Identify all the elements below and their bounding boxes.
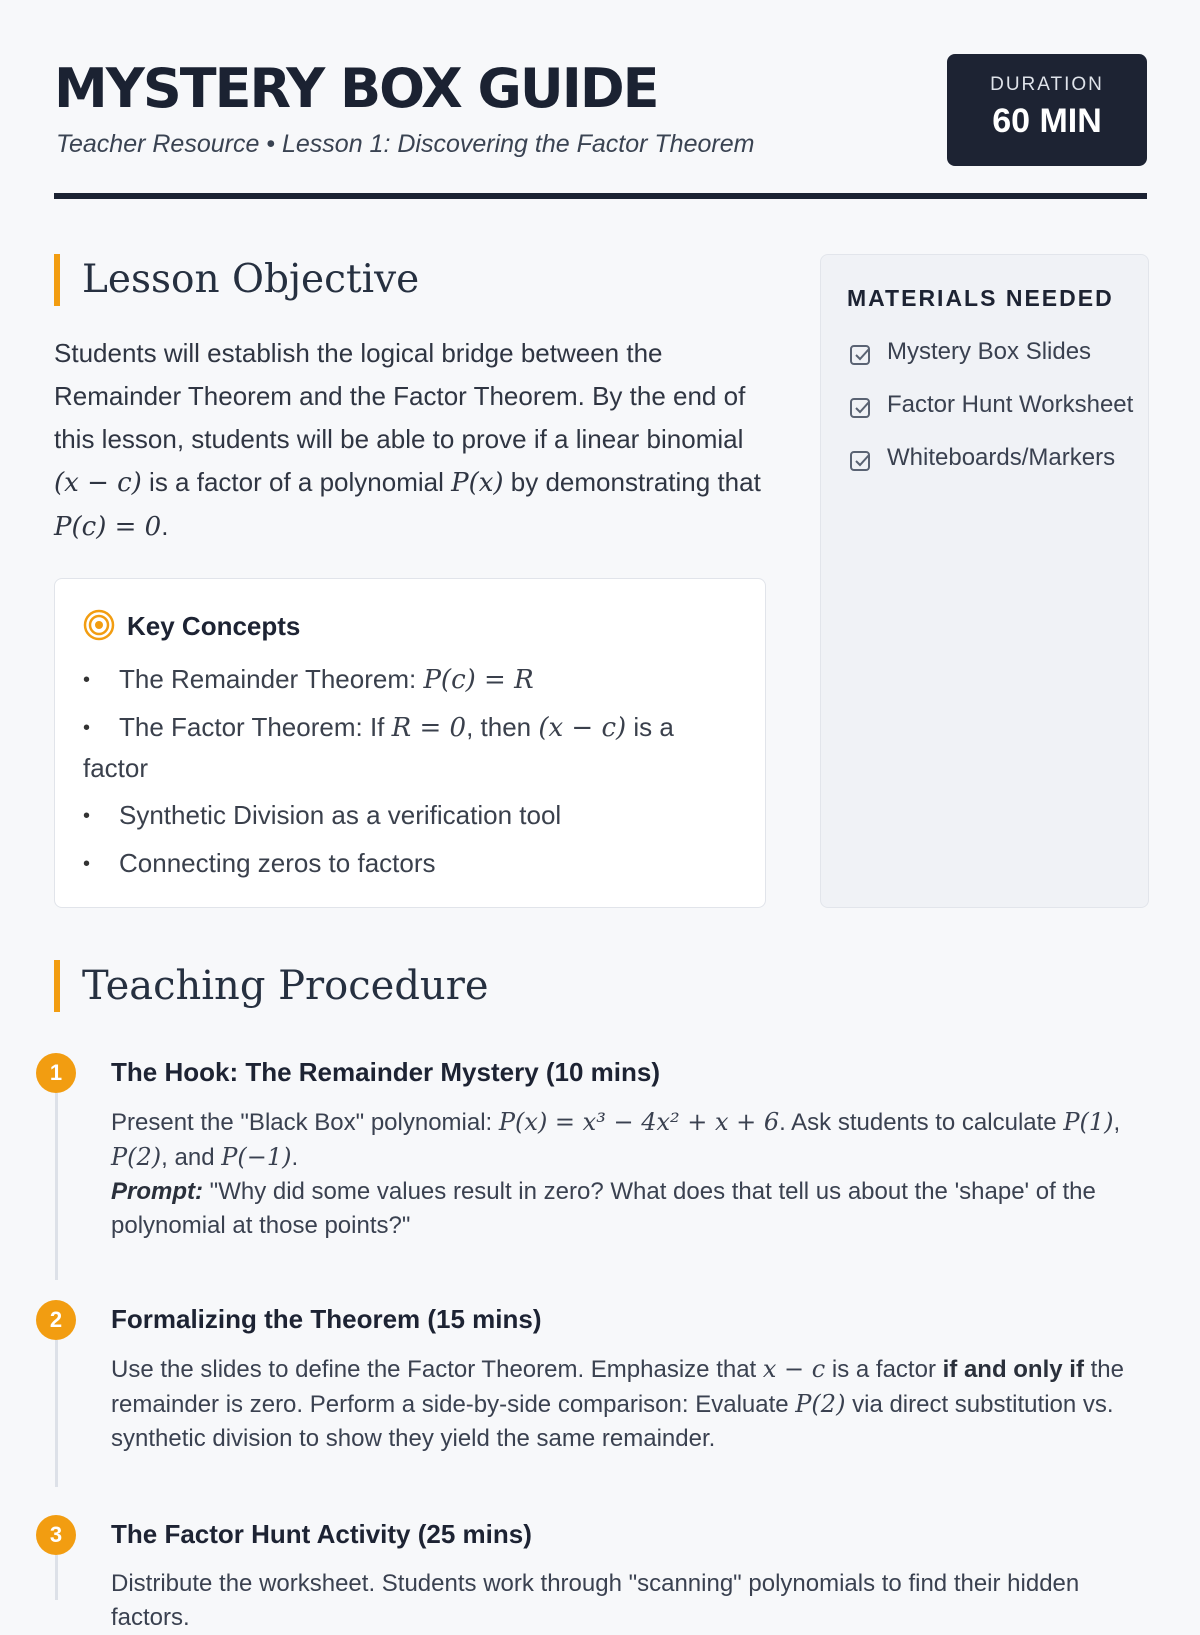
concept-4-text: Connecting zeros to factors — [119, 848, 436, 878]
step-body — [111, 1567, 1161, 1635]
timeline-line — [55, 1093, 58, 1280]
step-math: P(2) — [111, 1143, 162, 1171]
target-icon — [83, 609, 115, 648]
list-item — [83, 707, 723, 788]
lesson-objective-heading: Lesson Objective — [54, 254, 419, 306]
objective-text-1: Students will establish the logical bridge between the Remainder Theorem and the Factor Theorem. By the end of this lesson, students will be able to prove if a linear binomial — [54, 338, 746, 454]
objective-text-4: . — [161, 511, 169, 541]
header-divider — [54, 193, 1147, 199]
step-text: Present the "Black Box" polynomial: — [111, 1109, 499, 1136]
step-title: The Hook: The Remainder Mystery (10 mins) — [111, 1057, 661, 1087]
step-math: P(2) — [795, 1390, 846, 1418]
concept-3-text: Synthetic Division as a verification tool — [119, 800, 562, 830]
teaching-procedure-heading: Teaching Procedure — [54, 960, 488, 1012]
objective-text-3: by demonstrating that — [503, 467, 761, 497]
concept-2-math-b: (x − c) — [538, 713, 627, 743]
list-item — [83, 843, 723, 884]
step-body — [111, 1105, 1161, 1243]
objective-text-2: is a factor of a polynomial — [141, 467, 452, 497]
bullet-icon: • — [83, 717, 91, 739]
timeline-line — [55, 1340, 58, 1487]
step-number-badge: 3 — [36, 1515, 76, 1555]
concept-2-text-c: is a factor — [83, 712, 674, 783]
step-text: . — [291, 1144, 299, 1171]
objective-math-3: P(c) = 0 — [54, 512, 162, 542]
list-item — [847, 335, 1137, 368]
header — [54, 54, 1147, 204]
list-item — [83, 659, 723, 700]
duration-value: 60 MIN — [992, 102, 1102, 140]
objective-math-1: (x − c) — [54, 468, 142, 498]
step-math: P(1) — [1063, 1108, 1114, 1136]
bullet-icon: • — [83, 669, 91, 691]
materials-title: MATERIALS NEEDED — [847, 285, 1114, 311]
materials-panel — [820, 254, 1149, 908]
step-number-badge: 1 — [36, 1053, 76, 1093]
concept-2-text-b: , then — [466, 712, 539, 742]
material-label: Mystery Box Slides — [887, 338, 1092, 365]
list-item — [847, 441, 1137, 474]
timeline-line — [55, 1555, 58, 1600]
step-text: is a factor — [825, 1356, 943, 1383]
step-text: , — [1113, 1109, 1121, 1136]
step-text: the remainder is zero. Perform a side-by-side comparison: Evaluate — [111, 1356, 1124, 1418]
concept-1-text: The Remainder Theorem: — [119, 664, 424, 694]
checkbox-icon — [849, 343, 873, 376]
key-concepts-header — [83, 609, 300, 648]
concept-2-math-a: R = 0 — [391, 713, 467, 743]
step-math: x − c — [762, 1355, 826, 1383]
step-text: , and — [161, 1144, 222, 1171]
material-label: Whiteboards/Markers — [887, 444, 1116, 471]
list-item — [83, 795, 723, 836]
prompt-text: "Why did some values result in zero? What does that tell us about the 'shape' of the polynomial at those points?" — [111, 1178, 1096, 1239]
key-concepts-card — [54, 578, 766, 908]
step-number-badge: 2 — [36, 1300, 76, 1340]
step-title: Formalizing the Theorem (15 mins) — [111, 1304, 542, 1334]
objective-math-2: P(x) — [451, 468, 504, 498]
lesson-objective-text — [54, 332, 774, 549]
duration-label: DURATION — [990, 74, 1104, 95]
concept-1-math: P(c) = R — [423, 665, 534, 695]
prompt-label: Prompt: — [111, 1178, 203, 1205]
step-text: via direct substitution vs. synthetic division to show they yield the same remainder. — [111, 1391, 1114, 1452]
key-concepts-title: Key Concepts — [127, 611, 301, 641]
duration-badge — [947, 54, 1147, 166]
step-text: Use the slides to define the Factor Theorem. Emphasize that — [111, 1356, 763, 1383]
key-concepts-list — [83, 659, 723, 891]
step-title: The Factor Hunt Activity (25 mins) — [111, 1519, 532, 1549]
step-math: P(x) = x³ − 4x² + x + 6 — [498, 1108, 780, 1136]
page-subtitle: Teacher Resource • Lesson 1: Discovering the Factor Theorem — [56, 130, 755, 158]
page-title: MYSTERY BOX GUIDE — [54, 57, 658, 120]
list-item — [847, 388, 1137, 421]
step-body — [111, 1352, 1161, 1456]
step-text: Distribute the worksheet. Students work through "scanning" polynomials to find their hidden factors. — [111, 1570, 1080, 1631]
checkbox-icon — [849, 449, 873, 482]
concept-2-text-a: The Factor Theorem: If — [119, 712, 392, 742]
checkbox-icon — [849, 396, 873, 429]
bullet-icon: • — [83, 805, 91, 827]
bullet-icon: • — [83, 853, 91, 875]
step-text: . Ask students to calculate — [779, 1109, 1064, 1136]
material-label: Factor Hunt Worksheet — [887, 391, 1134, 418]
step-emphasis: if and only if — [942, 1356, 1084, 1383]
materials-list — [847, 335, 1137, 494]
step-math: P(−1) — [221, 1143, 292, 1171]
